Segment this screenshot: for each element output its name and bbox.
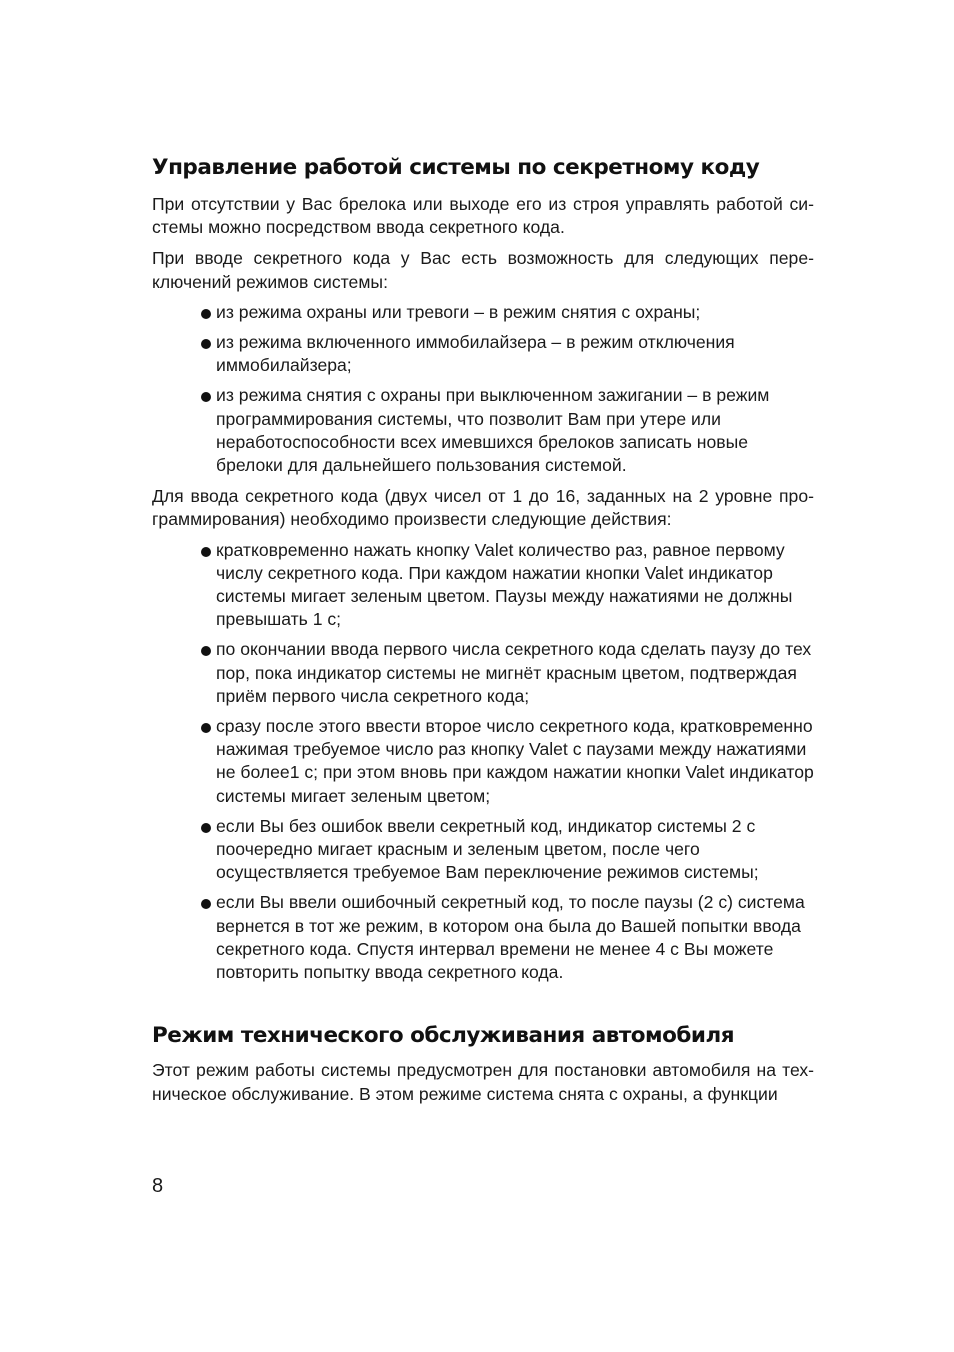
bullet-icon xyxy=(201,646,211,656)
section-title-secret-code: Управление работой системы по секретному коду xyxy=(152,155,760,180)
paragraph-switch-modes: При вводе секретного кода у Вас есть возможность для следующих переключений режимов системы: xyxy=(152,248,814,292)
list-item xyxy=(201,891,814,984)
list-item-text: если Вы без ошибок ввели секретный код, индикатор системы 2 с поочередно мигает красным и зеленым цветом, после чего осуществляется требуемое Вам переключение режимов системы; xyxy=(216,815,759,883)
bullet-icon xyxy=(201,547,211,557)
list-item xyxy=(201,638,814,708)
bullet-icon xyxy=(201,339,211,349)
list-item-text: сразу после этого ввести второе число секретного кода, кратковременно нажимая требуемое число раз кнопку Valet с паузами между нажатиями не более1 с; при этом вновь при каждом нажатии кнопки Valet индикатор системы мигает зеленым цветом; xyxy=(216,716,814,806)
bullet-icon xyxy=(201,392,211,402)
list-item xyxy=(201,539,814,632)
paragraph-maintenance-intro: Этот режим работы системы предусмотрен для постановки автомобиля на техническое обслуживание. В этом режиме система снята с охраны, а функции xyxy=(152,1060,814,1104)
bullet-icon xyxy=(201,309,211,319)
list-item-text: по окончании ввода первого числа секретного кода сделать паузу до тех пор, пока индикатор системы не мигнёт красным цветом, подтверждая приём первого числа секретного кода; xyxy=(216,639,812,706)
list-item-text: кратковременно нажать кнопку Valet количество раз, равное первому числу секретного кода. При каждом нажатии кнопки Valet индикатор системы мигает зеленым цветом. Паузы между нажатиями не должны превышать 1 с; xyxy=(216,539,793,630)
list-item-text: из режима охраны или тревоги – в режим снятия с охраны; xyxy=(216,301,701,322)
list-item xyxy=(201,301,814,324)
bullet-icon xyxy=(201,823,211,833)
paragraph-code-entry: Для ввода секретного кода (двух чисел от 1 до 16, заданных на 2 уровне программирования) необходимо произвести следующие действия: xyxy=(152,486,814,530)
list-item-text: из режима включенного иммобилайзера – в режим отключения иммобилайзера; xyxy=(216,332,735,376)
list-item xyxy=(201,384,814,477)
list-item xyxy=(201,815,814,885)
code-entry-steps-list xyxy=(152,539,814,985)
list-item-text: из режима снятия с охраны при выключенном зажигании – в режим программирования системы, что позволит Вам при утере или неработоспособности всех имевшихся брелоков записать новые брелоки для дальнейшего пользования системой. xyxy=(216,385,770,476)
page-number: 8 xyxy=(152,1175,164,1197)
list-item-text: если Вы ввели ошибочный секретный код, то после паузы (2 с) система вернется в тот же режим, в котором она была до Вашей попытки ввода секретного кода. Спустя интервал времени не менее 4 с Вы можете повторить попытку ввода секретного кода. xyxy=(216,892,805,983)
section-title-maintenance-mode: Режим технического обслуживания автомобиля xyxy=(152,1023,735,1049)
paragraph-intro: При отсутствии у Вас брелока или выходе его из строя управлять работой системы можно посредством ввода секретного кода. xyxy=(152,194,814,238)
list-item xyxy=(201,715,814,808)
bullet-icon xyxy=(201,899,211,909)
document-page xyxy=(152,150,814,1106)
mode-switch-list xyxy=(152,301,814,477)
bullet-icon xyxy=(201,723,211,733)
list-item xyxy=(201,331,814,377)
